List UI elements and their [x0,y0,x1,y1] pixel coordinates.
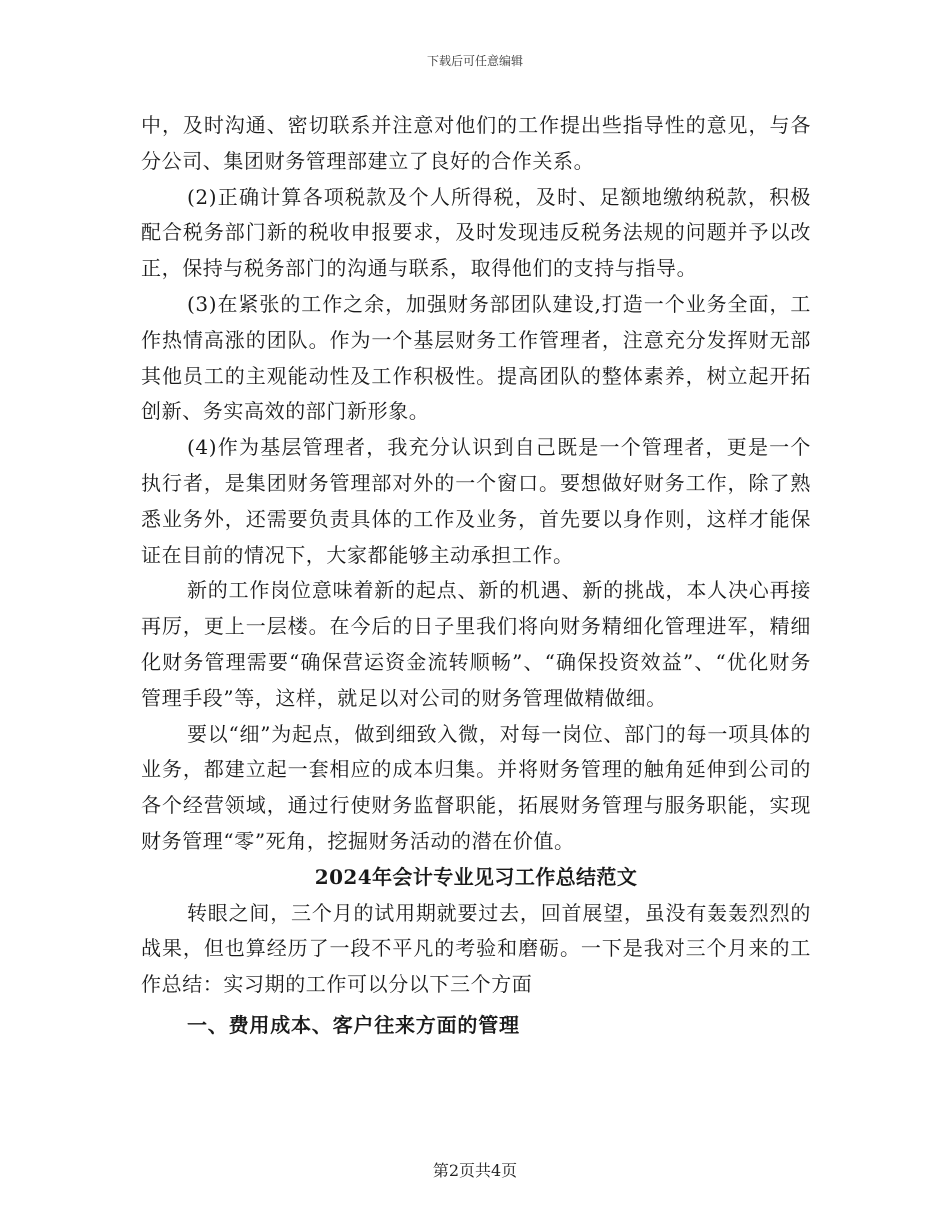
paragraph-intro: 转眼之间，三个月的试用期就要过去，回首展望，虽没有轰轰烈烈的战果，但也算经历了一段不平凡的考验和磨砺。一下是我对三个月来的工作总结：实习期的工作可以分以下三个方面 [141,900,811,997]
section-title: 2024年会计专业见习工作总结范文 [314,864,638,889]
paragraph-item-2: (2)正确计算各项税款及个人所得税，及时、足额地缴纳税款，积极配合税务部门新的税收申报要求，及时发现违反税务法规的问题并予以改正，保持与税务部门的沟通与联系，取得他们的支持与指导。 [141,184,811,281]
section-heading: 一、费用成本、客户往来方面的管理 [187,1012,520,1037]
page-header: 下载后可任意编辑 [426,54,523,68]
paragraph-continuation: 中，及时沟通、密切联系并注意对他们的工作提出些指导性的意见，与各分公司、集团财务管理部建立了良好的合作关系。 [141,113,811,173]
page-number: 第2页共4页 [432,1161,518,1180]
paragraph-item-3: (3)在紧张的工作之余，加强财务部团队建设,打造一个业务全面，工作热情高涨的团队。作为一个基层财务工作管理者，注意充分发挥财无部其他员工的主观能动性及工作积极性。提高团队的整体素养，树立起开拓创新、务实高效的部门新形象。 [141,291,811,424]
paragraph-detail: 要以“细”为起点，做到细致入微，对每一岗位、部门的每一项具体的业务，都建立起一套相应的成本归集。并将财务管理的触角延伸到公司的各个经营领域，通过行使财务监督职能，拓展财务管理与服务职能，实现财务管理“零”死角，挖掘财务活动的潜在价值。 [141,721,811,853]
paragraph-new-position: 新的工作岗位意味着新的起点、新的机遇、新的挑战，本人决心再接再厉，更上一层楼。在今后的日子里我们将向财务精细化管理进军，精细化财务管理需要“确保营运资金流转顺畅”、“确保投资效益”、“优化财务管理手段”等，这样，就足以对公司的财务管理做精做细。 [141,578,811,710]
document-body [141,108,811,1045]
paragraph-item-4: (4)作为基层管理者，我充分认识到自己既是一个管理者，更是一个执行者，是集团财务管理部对外的一个窗口。要想做好财务工作，除了熟悉业务外，还需要负责具体的工作及业务，首先要以身作则，这样才能保证在目前的情况下，大家都能够主动承担工作。 [141,435,811,567]
